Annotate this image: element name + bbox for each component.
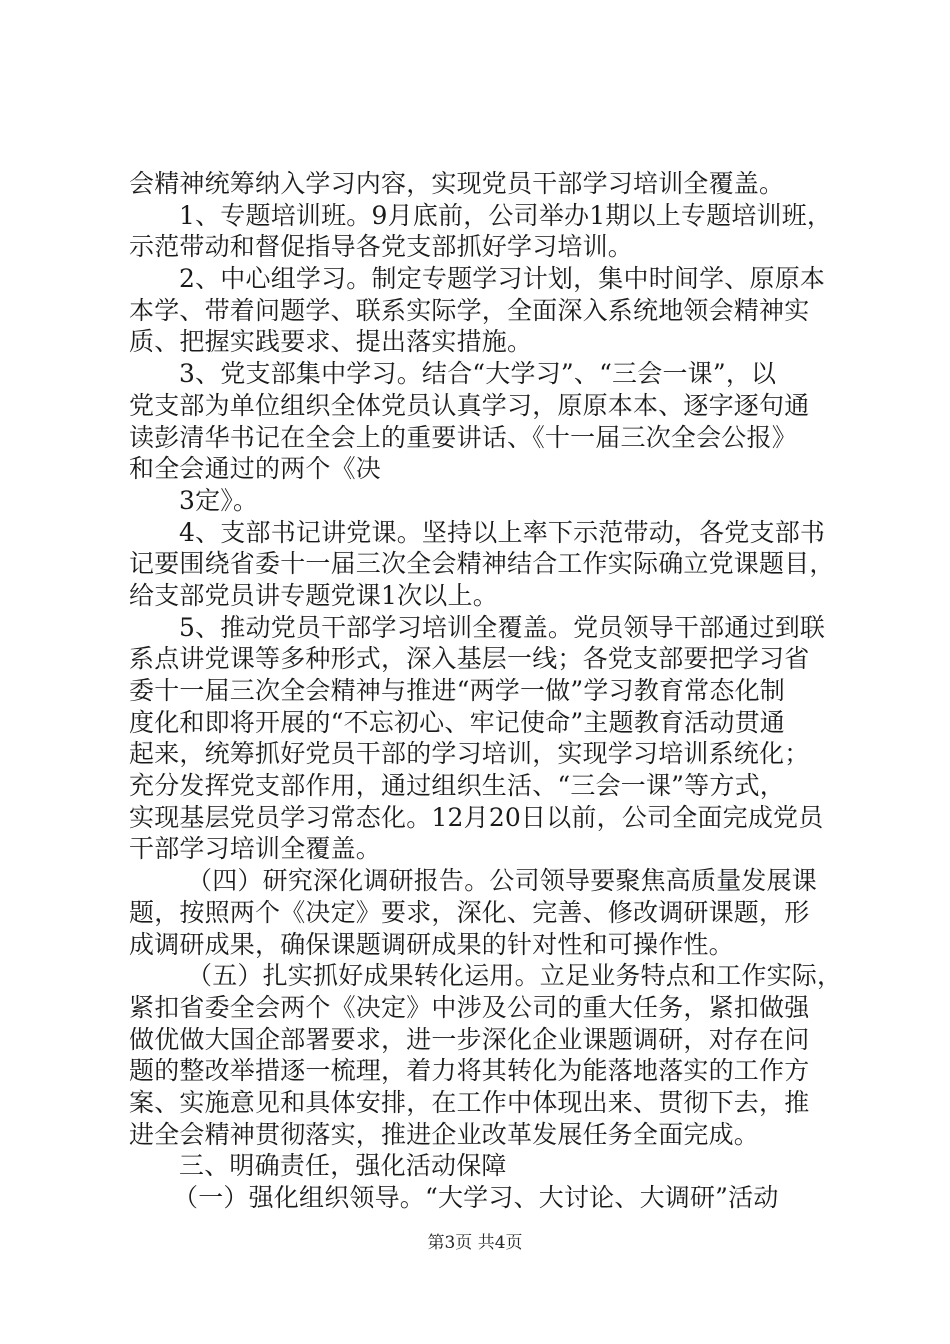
- text-line: 本学、带着问题学、联系实际学，全面深入系统地领会精神实: [129, 295, 810, 325]
- text-line: 党支部为单位组织全体党员认真学习，原原本本、逐字逐句通: [129, 390, 810, 420]
- section-heading: 三、明确责任，强化活动保障: [179, 1151, 507, 1181]
- text-line: 干部学习培训全覆盖。: [129, 834, 382, 864]
- text-line: 记要围绕省委十一届三次全会精神结合工作实际确立党课题目，: [129, 549, 835, 579]
- text-line: 做优做大国企部署要求，进一步深化企业课题调研，对存在问: [129, 1024, 810, 1054]
- text-line: 案、实施意见和具体安排，在工作中体现出来、贯彻下去，推: [129, 1087, 810, 1117]
- text-line: 紧扣省委全会两个《决定》中涉及公司的重大任务，紧扣做强: [129, 992, 810, 1022]
- text-line: 2、中心组学习。制定专题学习计划，集中时间学、原原本: [179, 264, 826, 294]
- document-body: [129, 168, 841, 1214]
- text-line: （一）强化组织领导。“大学习、大讨论、大调研”活动: [173, 1183, 779, 1212]
- text-line: 充分发挥党支部作用，通过组织生活、“三会一课”等方式，: [129, 771, 785, 801]
- text-line: 度化和即将开展的“不忘初心、牢记使命”主题教育活动贯通: [129, 707, 785, 737]
- text-line: 系点讲党课等多种形式，深入基层一线；各党支部要把学习省: [129, 644, 810, 674]
- text-line: 3定》。: [179, 485, 259, 515]
- text-line: 题的整改举措逐一梳理，着力将其转化为能落地落实的工作方: [129, 1056, 810, 1086]
- text-line: 质、把握实践要求、提出落实措施。: [129, 327, 533, 357]
- text-line: 实现基层党员学习常态化。12月20日以前，公司全面完成党员: [129, 802, 824, 832]
- page-footer: [0, 1232, 950, 1254]
- text-line: （四）研究深化调研报告。公司领导要聚焦高质量发展课: [187, 866, 818, 896]
- text-line: 1、专题培训班。9月底前，公司举办1期以上专题培训班，: [179, 200, 833, 230]
- text-line: 示范带动和督促指导各党支部抓好学习培训。: [129, 232, 634, 262]
- text-line: 5、推动党员干部学习培训全覆盖。党员领导干部通过到联: [179, 612, 826, 642]
- text-line: 4、支部书记讲党课。坚持以上率下示范带动，各党支部书: [179, 517, 826, 547]
- text-line: 起来，统筹抓好党员干部的学习培训，实现学习培训系统化；: [129, 739, 810, 769]
- page-number: 第3页 共4页: [427, 1233, 523, 1253]
- text-line: 3、党支部集中学习。结合“大学习”、“三会一课”，以: [179, 359, 777, 389]
- text-line: （五）扎实抓好成果转化运用。立足业务特点和工作实际，: [187, 961, 843, 991]
- text-line: 和全会通过的两个《决: [129, 454, 382, 484]
- text-line: 读彭清华书记在全会上的重要讲话、《十一届三次全会公报》: [129, 422, 797, 452]
- text-line: 委十一届三次全会精神与推进“两学一做”学习教育常态化制: [129, 676, 785, 705]
- text-line: 成调研成果，确保课题调研成果的针对性和可操作性。: [129, 929, 734, 959]
- text-line: 给支部党员讲专题党课1次以上。: [129, 580, 498, 610]
- text-line: 会精神统筹纳入学习内容，实现党员干部学习培训全覆盖。: [129, 169, 785, 198]
- text-line: 进全会精神贯彻落实，推进企业改革发展任务全面完成。: [129, 1119, 760, 1149]
- text-line: 题，按照两个《决定》要求，深化、完善、修改调研课题，形: [129, 897, 810, 927]
